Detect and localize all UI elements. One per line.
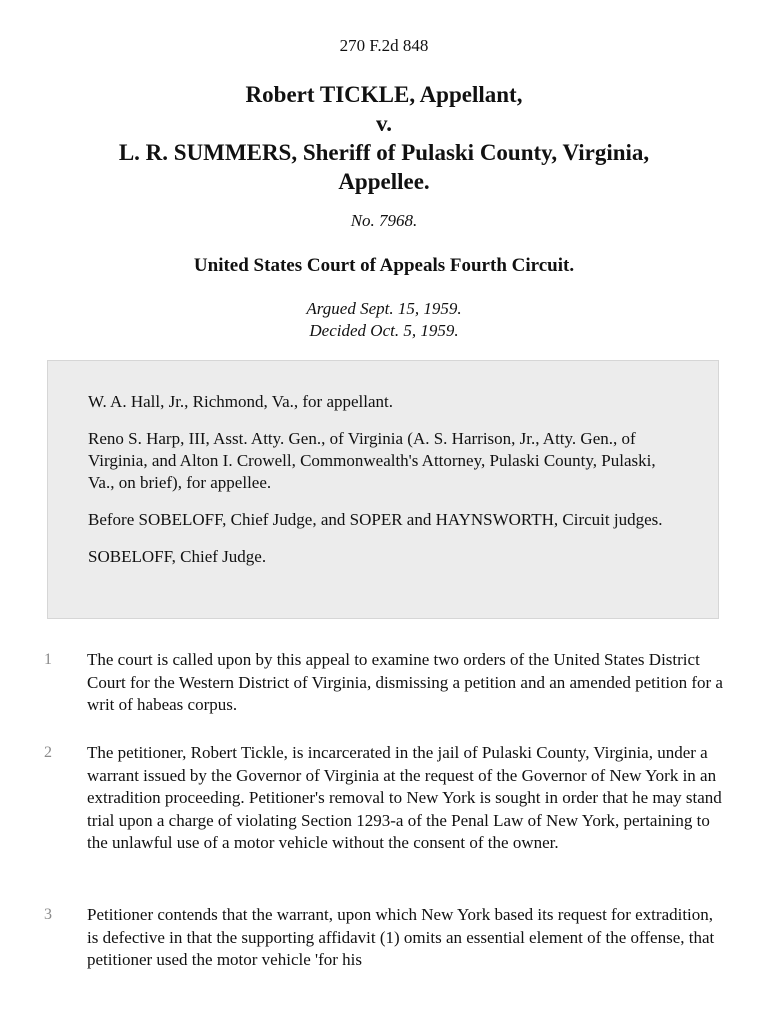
paragraph-number: 3 bbox=[44, 906, 52, 923]
appellee-role: Appellee. bbox=[338, 169, 430, 194]
case-citation: 270 F.2d 848 bbox=[339, 36, 429, 55]
paragraph-text: The petitioner, Robert Tickle, is incarcerated in the jail of Pulaski County, Virginia, under a warrant issued by the Governor of Virginia at the request of the Governor of New York in an extradition proceeding. Petitioner's removal to New York is sought in order that he may stand trial upon a charge of violating Section 1293-a of the Penal Law of New York, pertaining to the unlawful use of a motor vehicle without the consent of the owner. bbox=[87, 743, 722, 852]
paragraph-number: 2 bbox=[44, 744, 52, 761]
argued-date: Argued Sept. 15, 1959. bbox=[306, 299, 462, 318]
paragraph-text: The court is called upon by this appeal to examine two orders of the United States District Court for the Western District of Virginia, dismissing a petition and an amended petition for a writ of habeas corpus. bbox=[87, 650, 723, 714]
docket-number: No. 7968. bbox=[350, 211, 418, 230]
counsel-panel bbox=[47, 360, 719, 619]
case-dates bbox=[0, 298, 768, 342]
opinion-author: SOBELOFF, Chief Judge. bbox=[88, 547, 267, 566]
appellee-name: L. R. SUMMERS, Sheriff of Pulaski County, Virginia, bbox=[118, 140, 650, 165]
paragraph-number: 1 bbox=[44, 651, 52, 668]
court-name: United States Court of Appeals Fourth Circuit. bbox=[193, 255, 575, 276]
paragraph-text: Petitioner contends that the warrant, upon which New York based its request for extradition, is defective in that the supporting affidavit (1) omits an essential element of the offense, that petitioner used the motor vehicle 'for his bbox=[87, 905, 715, 969]
case-caption bbox=[40, 80, 728, 196]
appellant-name: Robert TICKLE, Appellant, bbox=[245, 82, 523, 107]
judges-panel: Before SOBELOFF, Chief Judge, and SOPER and HAYNSWORTH, Circuit judges. bbox=[88, 510, 663, 529]
appellant-counsel: W. A. Hall, Jr., Richmond, Va., for appellant. bbox=[88, 392, 394, 411]
appellee-counsel: Reno S. Harp, III, Asst. Atty. Gen., of Virginia (A. S. Harrison, Jr., Atty. Gen., of Virginia, and Alton I. Crowell, Commonwealth's Attorney, Pulaski County, Pulaski, Va., on brief), for appellee. bbox=[88, 429, 656, 492]
versus-label: v. bbox=[376, 111, 392, 136]
decided-date: Decided Oct. 5, 1959. bbox=[309, 321, 459, 340]
